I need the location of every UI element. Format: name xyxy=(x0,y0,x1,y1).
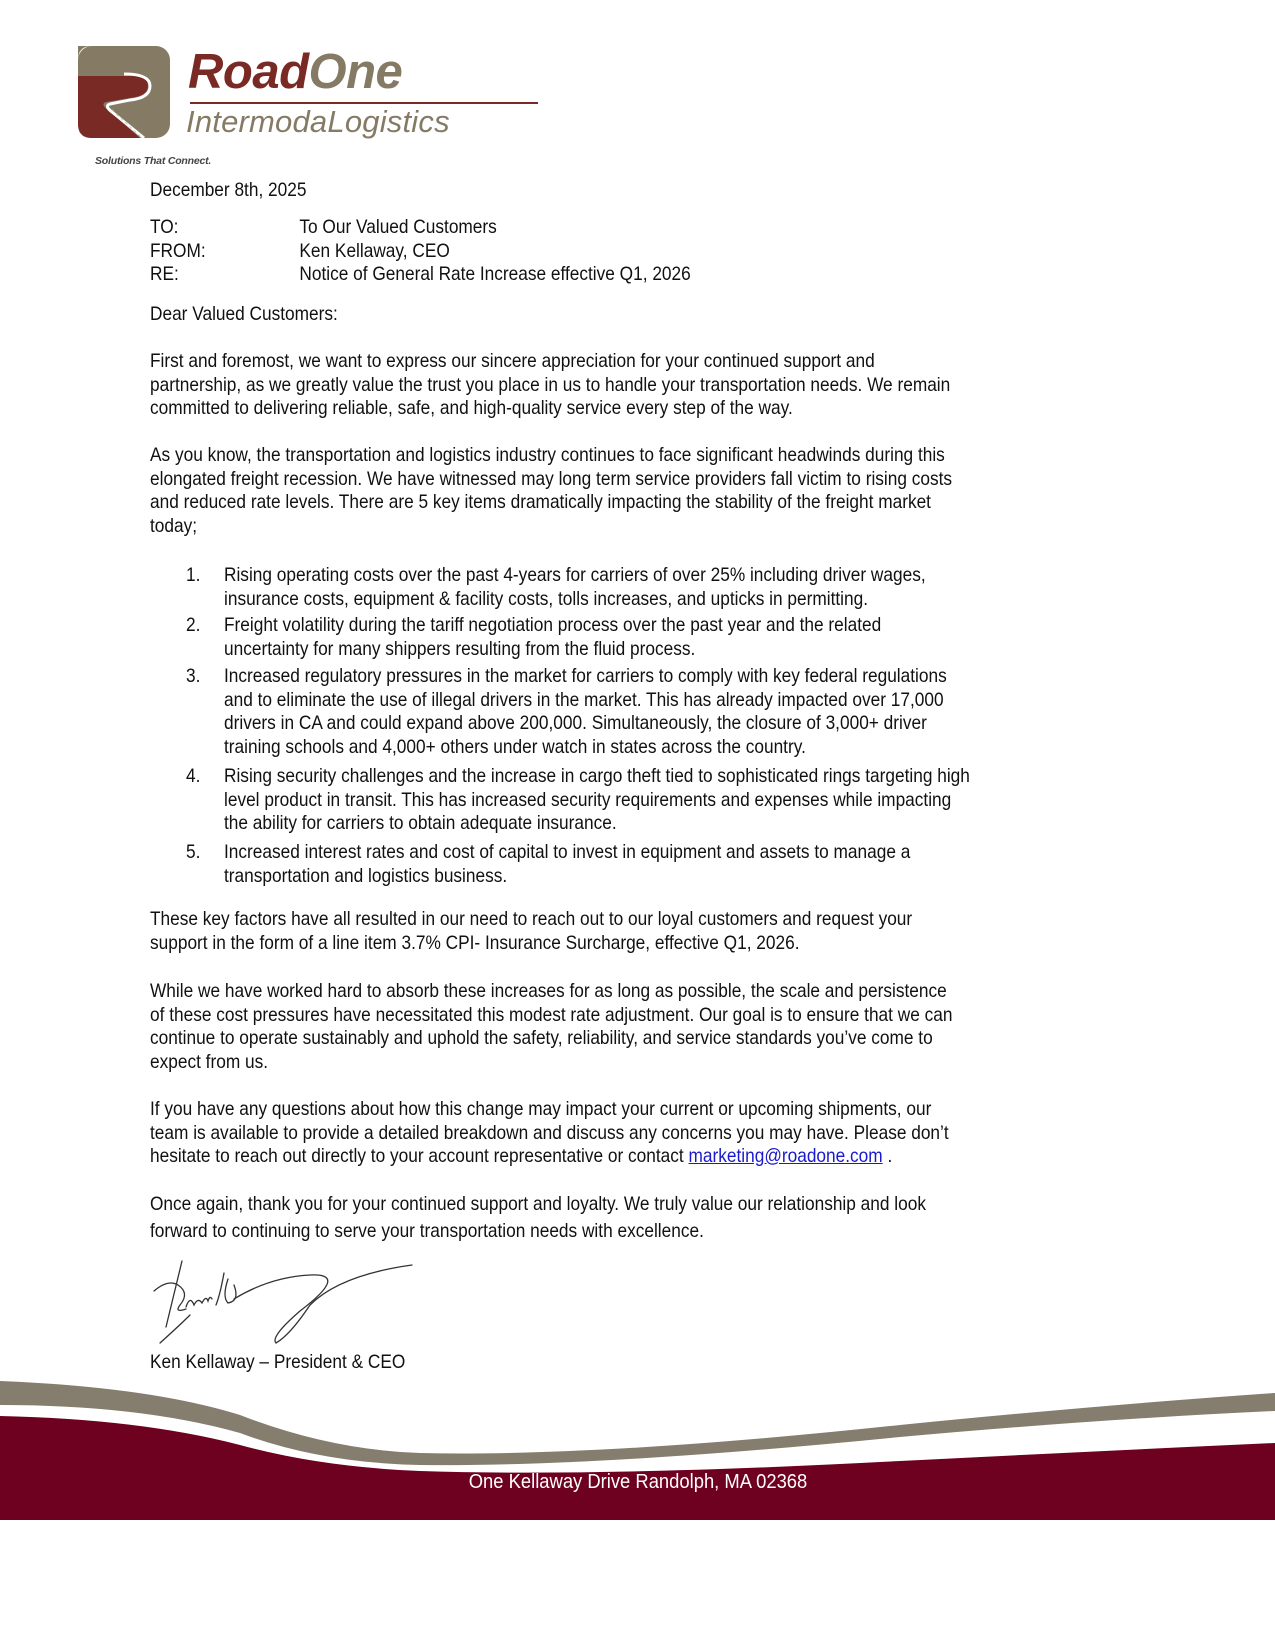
list-number: 4. xyxy=(186,766,201,787)
list-item-line: insurance costs, equipment & facility costs, tolls increases, and upticks in permitting. xyxy=(224,588,869,610)
list-number: 5. xyxy=(186,842,201,863)
list-item-line: Increased regulatory pressures in the market for carriers to comply with key federal regulations xyxy=(224,666,947,687)
salutation: Dear Valued Customers: xyxy=(150,304,338,325)
paragraph-line: Once again, thank you for your continued support and loyalty. We truly value our relationship and look xyxy=(150,1194,926,1215)
signature-name: Ken Kellaway – President & CEO xyxy=(150,1352,406,1373)
paragraph-line: First and foremost, we want to express our sincere appreciation for your continued support and xyxy=(150,351,875,372)
list-item-line: level product in transit. This has increased security requirements and expenses while impacting xyxy=(224,789,952,811)
contact-text: hesitate to reach out directly to your account representative or contact xyxy=(150,1146,689,1167)
paragraph-line: partnership, as we greatly value the trust you place in us to handle your transportation needs. We remain xyxy=(150,374,951,396)
paragraph-thank-you xyxy=(150,1192,926,1243)
list-item-line: Rising operating costs over the past 4-years for carriers of over 25% including driver wages, xyxy=(224,565,926,586)
footer-address-text: One Kellaway Drive Randolph, MA 02368 xyxy=(468,1471,807,1493)
paragraph-appreciation xyxy=(150,350,950,421)
list-item xyxy=(224,614,881,661)
paragraph-line xyxy=(150,1145,949,1169)
contact-suffix: . xyxy=(882,1146,893,1167)
roadone-r-logo-icon xyxy=(78,46,170,138)
logo-brand-road: Road xyxy=(188,45,309,99)
footer-address xyxy=(0,1471,1275,1494)
list-item xyxy=(224,765,970,836)
paragraph-line: today; xyxy=(150,515,198,537)
paragraph-line: support in the form of a line item 3.7% CPI- Insurance Surcharge, effective Q1, 2026. xyxy=(150,932,800,954)
list-item-line: Rising security challenges and the increase in cargo theft tied to sophisticated rings targeting high xyxy=(224,766,970,787)
signature-image xyxy=(150,1255,420,1355)
paragraph-line: While we have worked hard to absorb these increases for as long as possible, the scale and persistence xyxy=(150,981,947,1002)
footer-swoosh-decoration xyxy=(0,1375,1275,1525)
logo-subtitle: IntermodaLogistics xyxy=(186,104,450,139)
logo-tagline: Solutions That Connect. xyxy=(95,155,212,167)
paragraph-line: These key factors have all resulted in our need to reach out to our loyal customers and request your xyxy=(150,909,913,930)
list-number: 2. xyxy=(186,615,201,636)
paragraph-line: team is available to provide a detailed breakdown and discuss any concerns you may have. Please don’t xyxy=(150,1122,949,1144)
logo-brand-name xyxy=(188,44,402,100)
memo-from xyxy=(150,240,450,264)
list-item xyxy=(224,665,947,759)
company-logo xyxy=(78,46,458,166)
list-item-line: and to eliminate the use of illegal drivers in the market. This has already impacted over 17,000 xyxy=(224,689,944,711)
paragraph-line: forward to continuing to serve your transportation needs with excellence. xyxy=(150,1221,704,1242)
contact-email-link[interactable]: marketing@roadone.com xyxy=(688,1146,883,1167)
list-number: 3. xyxy=(186,666,201,687)
paragraph-line: If you have any questions about how this change may impact your current or upcoming shipments, our xyxy=(150,1099,932,1120)
list-item xyxy=(224,841,910,888)
list-item-line: training schools and 4,000+ others under watch in states across the country. xyxy=(224,736,806,758)
list-item-line: Increased interest rates and cost of capital to invest in equipment and assets to manage a xyxy=(224,842,911,863)
paragraph-line: elongated freight recession. We have witnessed may long term service providers fall victim to rising costs xyxy=(150,468,953,490)
list-item-line: the ability for carriers to obtain adequate insurance. xyxy=(224,813,617,834)
list-item-line: uncertainty for many shippers resulting from the fluid process. xyxy=(224,638,696,660)
paragraph-surcharge xyxy=(150,908,912,955)
paragraph-line: As you know, the transportation and logistics industry continues to face significant headwinds during this xyxy=(150,445,945,466)
paragraph-line: of these cost pressures have necessitated this modest rate adjustment. Our goal is to ensure that we can xyxy=(150,1004,953,1026)
memo-label: FROM: xyxy=(150,240,206,262)
paragraph-line: continue to operate sustainably and uphold the safety, reliability, and service standards you’ve come to xyxy=(150,1028,933,1049)
paragraph-line: expect from us. xyxy=(150,1051,269,1073)
paragraph-line: committed to delivering reliable, safe, and high-quality service every step of the way. xyxy=(150,398,793,419)
letter-date: December 8th, 2025 xyxy=(150,180,307,201)
list-item-line: Freight volatility during the tariff negotiation process over the past year and the related xyxy=(224,615,882,636)
memo-label: RE: xyxy=(150,264,179,285)
logo-brand-one: One xyxy=(308,45,403,99)
memo-value: Ken Kellaway, CEO xyxy=(299,240,450,262)
memo-value: Notice of General Rate Increase effective Q1, 2026 xyxy=(299,264,691,285)
list-item xyxy=(224,564,926,611)
paragraph-industry-headwinds xyxy=(150,444,952,538)
paragraph-line: and reduced rate levels. There are 5 key items dramatically impacting the stability of the freight market xyxy=(150,492,931,513)
memo-re xyxy=(150,263,691,287)
memo-to xyxy=(150,216,497,240)
memo-value: To Our Valued Customers xyxy=(299,217,497,238)
list-item-line: drivers in CA and could expand above 200,000. Simultaneously, the closure of 3,000+ driver xyxy=(224,713,927,734)
list-item-line: transportation and logistics business. xyxy=(224,865,508,887)
memo-label: TO: xyxy=(150,217,179,238)
paragraph-questions xyxy=(150,1098,949,1169)
list-number: 1. xyxy=(186,565,201,586)
paragraph-rate-adjustment xyxy=(150,980,952,1074)
